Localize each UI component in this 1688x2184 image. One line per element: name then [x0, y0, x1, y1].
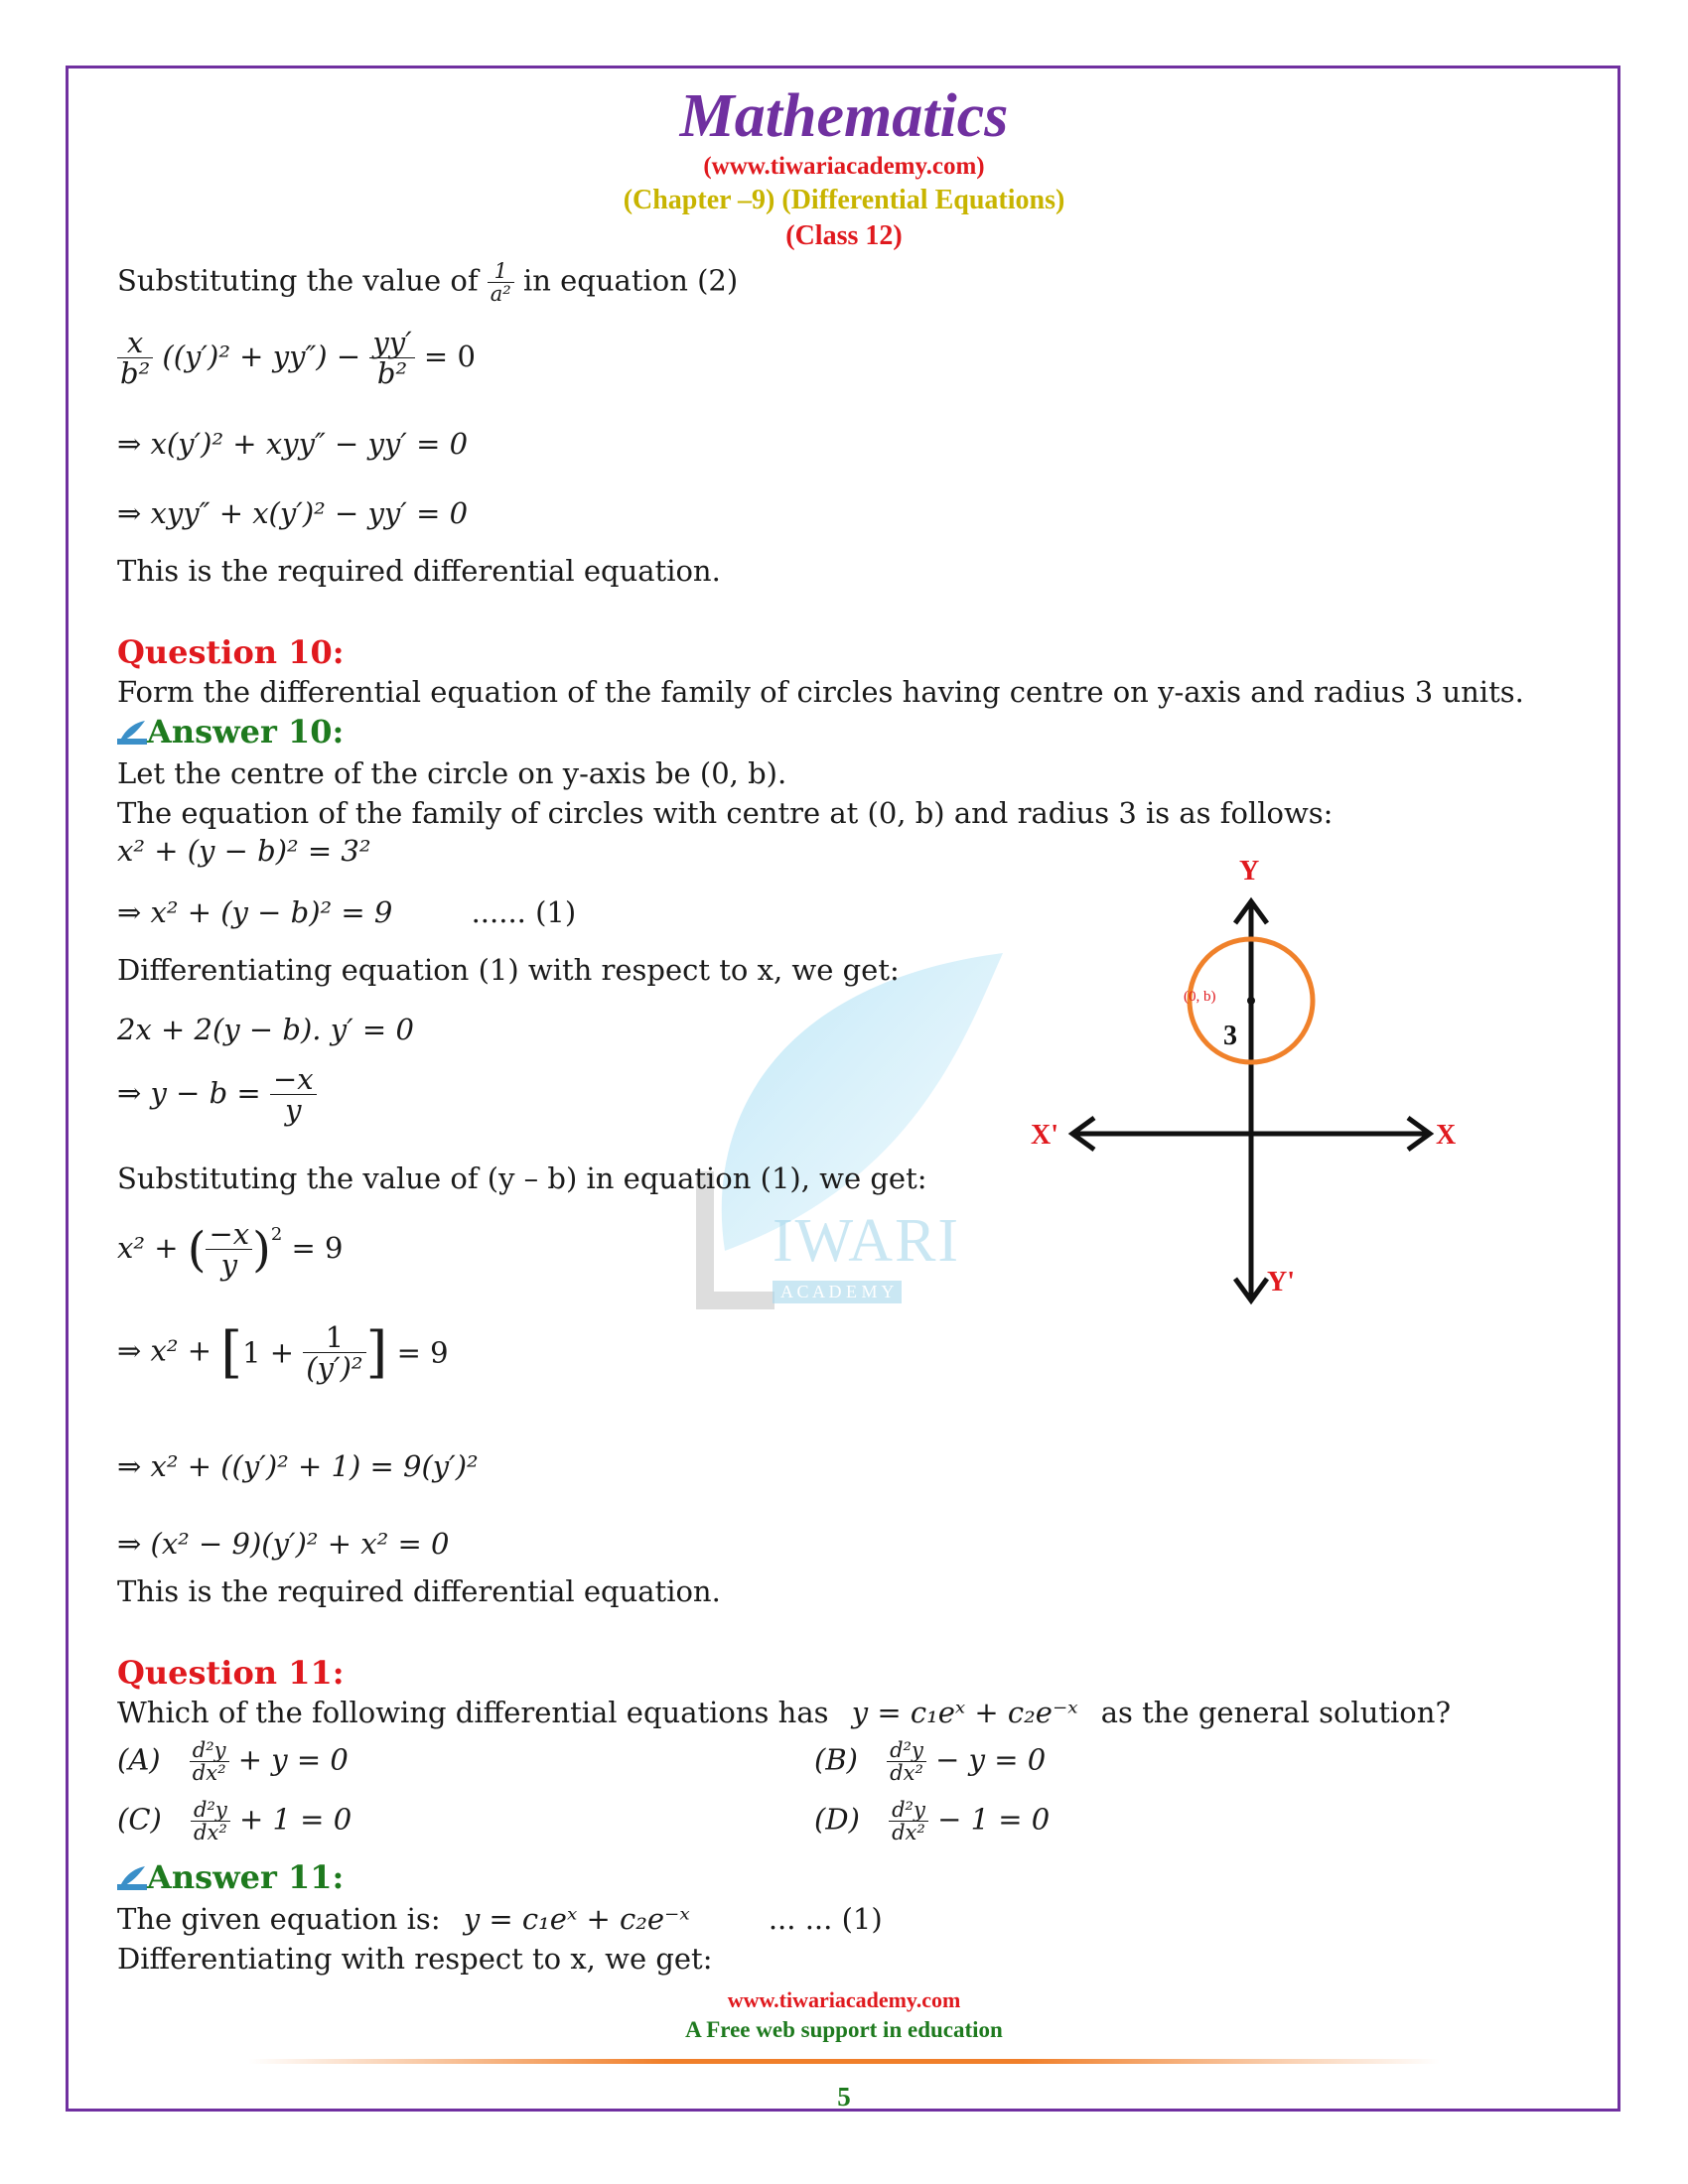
frac-den: dx²: [890, 1761, 923, 1786]
circle-center-dot: [1247, 997, 1255, 1005]
answer-10-line4: Substituting the value of (y – b) in equation (1), we get:: [117, 1161, 927, 1195]
option-label: (C): [117, 1802, 162, 1837]
option-rest: − 1 = 0: [937, 1802, 1051, 1837]
question-11-text: [117, 1696, 1451, 1729]
option-fraction: [190, 1739, 229, 1784]
prev-eq1-frac1: [117, 328, 153, 389]
option-rest: + 1 = 0: [239, 1802, 352, 1837]
answer-11-label: Answer 11:: [147, 1858, 345, 1896]
option-d: [814, 1799, 1050, 1843]
answer-10-eq1: x² + (y − b)² = 3²: [117, 834, 371, 868]
circle-axes-diagram: [1013, 844, 1489, 1310]
frac-num: 1: [488, 260, 514, 283]
answer-10-line3: Differentiating equation (1) with respect to x, we get:: [117, 953, 900, 987]
radius-label: 3: [1223, 1021, 1237, 1051]
frac-den: dx²: [892, 1821, 925, 1845]
frac-den: (y′)²: [306, 1351, 363, 1385]
answer-10-line1: Let the centre of the circle on y-axis be (0, b).: [117, 756, 787, 790]
option-fraction: [887, 1739, 926, 1784]
frac-den: y: [220, 1248, 237, 1283]
y-label: Y: [1239, 856, 1260, 887]
answer-11-line1: Differentiating with respect to x, we get:: [117, 1942, 713, 1976]
prev-conclusion: This is the required differential equation.: [117, 554, 721, 588]
eq5-pre: x² +: [117, 1230, 179, 1265]
option-rest: − y = 0: [935, 1742, 1047, 1777]
answer-10-eq3: 2x + 2(y − b). y′ = 0: [117, 1013, 414, 1046]
prev-eq1-end: = 0: [423, 339, 476, 373]
answer-10-eq6: ⇒ x² + [1 + $\frac{1}{\text{(y′)²}}$ ] = 9: [117, 1319, 449, 1385]
frac-den: b²: [376, 356, 408, 391]
eq6-fraction: [303, 1319, 365, 1385]
x-prime-label: X': [1031, 1120, 1058, 1151]
y-prime-label: Y': [1267, 1267, 1295, 1297]
prev-eq1-mid: ((y′)² + yy″) −: [162, 339, 361, 373]
answer-10-label: Answer 10:: [147, 713, 345, 751]
header-site: (www.tiwariacademy.com): [703, 153, 985, 180]
option-c: [117, 1799, 352, 1843]
frac-num: d²y: [190, 1739, 229, 1762]
answer-10-eq7: ⇒ x² + ((y′)² + 1) = 9(y′)²: [117, 1449, 479, 1483]
eq2-tag: ...... (1): [471, 895, 577, 929]
x-label: X: [1436, 1120, 1457, 1151]
answer-10-conclusion: This is the required differential equation.: [117, 1574, 721, 1608]
footer-tagline: A Free web support in education: [685, 2017, 1003, 2042]
answer-10-eq5: x² + ( $\frac{-x}{y}$ )$^2$ = 9: [117, 1217, 344, 1283]
page-number: 5: [837, 2082, 851, 2112]
question-10-heading: Question 10:: [117, 633, 345, 671]
watermark-subtext: A C A D E M Y: [773, 1281, 902, 1303]
question-10-text: Form the differential equation of the family of circles having centre on y-axis and radius 3 units.: [117, 675, 1524, 709]
frac-num: d²y: [887, 1739, 926, 1762]
answer-11-heading: [117, 1858, 344, 1896]
prev-eq3: ⇒ xyy″ + x(y′)² − yy′ = 0: [117, 496, 469, 530]
center-label: (0, b): [1184, 989, 1216, 1005]
eq4-pre: ⇒ y − b =: [117, 1075, 261, 1110]
prev-eq2: ⇒ x(y′)² + xyy″ − yy′ = 0: [117, 427, 469, 461]
answer-10-eq8: ⇒ (x² − 9)(y′)² + x² = 0: [117, 1527, 450, 1561]
option-rest: + y = 0: [237, 1742, 349, 1777]
eq6-one: 1 +: [242, 1335, 295, 1370]
answer-10-eq4: [117, 1064, 317, 1126]
eq6-pre: ⇒ x² +: [117, 1333, 212, 1368]
given-pre: The given equation is:: [117, 1902, 441, 1936]
prev-eq1: [117, 328, 476, 389]
frac-den: b²: [120, 356, 151, 391]
option-label: (A): [117, 1742, 161, 1777]
frac-den: dx²: [192, 1761, 226, 1786]
answer-10-heading: [117, 713, 344, 751]
prev-intro: [117, 260, 738, 305]
option-label: (B): [814, 1742, 858, 1777]
frac-num: yy′: [369, 328, 414, 358]
given-eq: y = c₁eˣ + c₂e⁻ˣ: [463, 1902, 690, 1936]
eq4-fraction: [270, 1064, 317, 1126]
given-tag: ... ... (1): [768, 1902, 883, 1936]
header-class: (Class 12): [785, 220, 903, 251]
frac-num: d²y: [889, 1799, 928, 1822]
eq6-end: = 9: [396, 1335, 449, 1370]
eq5-end: = 9: [291, 1230, 344, 1265]
option-fraction: [191, 1799, 230, 1843]
frac-num: 1: [303, 1322, 365, 1353]
frac-num: −x: [270, 1064, 317, 1095]
frac-num: x: [117, 328, 153, 358]
q11-pre: Which of the following differential equations has: [117, 1696, 829, 1729]
frac-den: y: [285, 1093, 302, 1128]
answer-10-eq2: [117, 895, 576, 929]
frac-den: dx²: [194, 1821, 227, 1845]
watermark-text: IWARI: [773, 1207, 961, 1275]
option-b: [814, 1739, 1046, 1784]
q11-post: as the general solution?: [1100, 1696, 1451, 1729]
frac-den: a²: [490, 282, 511, 307]
eq2-text: ⇒ x² + (y − b)² = 9: [117, 895, 393, 929]
option-fraction: [889, 1799, 928, 1843]
footer-site[interactable]: www.tiwariacademy.com: [727, 1987, 961, 2012]
prev-eq1-frac2: [369, 328, 414, 389]
page-title: Mathematics: [679, 82, 1009, 150]
prev-intro-post: in equation (2): [522, 263, 739, 298]
frac-num: d²y: [191, 1799, 230, 1822]
quill-icon: [117, 1864, 147, 1890]
answer-11-given: [117, 1902, 883, 1936]
header-chapter: (Chapter –9) (Differential Equations): [623, 185, 1065, 215]
option-a: [117, 1739, 349, 1784]
option-label: (D): [814, 1802, 860, 1837]
quill-icon: [117, 719, 147, 745]
prev-intro-fraction: [488, 260, 514, 305]
frac-num: −x: [206, 1219, 252, 1250]
question-11-heading: Question 11:: [117, 1654, 345, 1692]
answer-10-line2: The equation of the family of circles with centre at (0, b) and radius 3 is as follows:: [117, 796, 1334, 830]
q11-eq: y = c₁eˣ + c₂e⁻ˣ: [851, 1696, 1078, 1729]
footer-divider: [248, 2059, 1440, 2064]
prev-intro-pre: Substituting the value of: [117, 263, 479, 298]
eq5-fraction: [206, 1219, 252, 1281]
